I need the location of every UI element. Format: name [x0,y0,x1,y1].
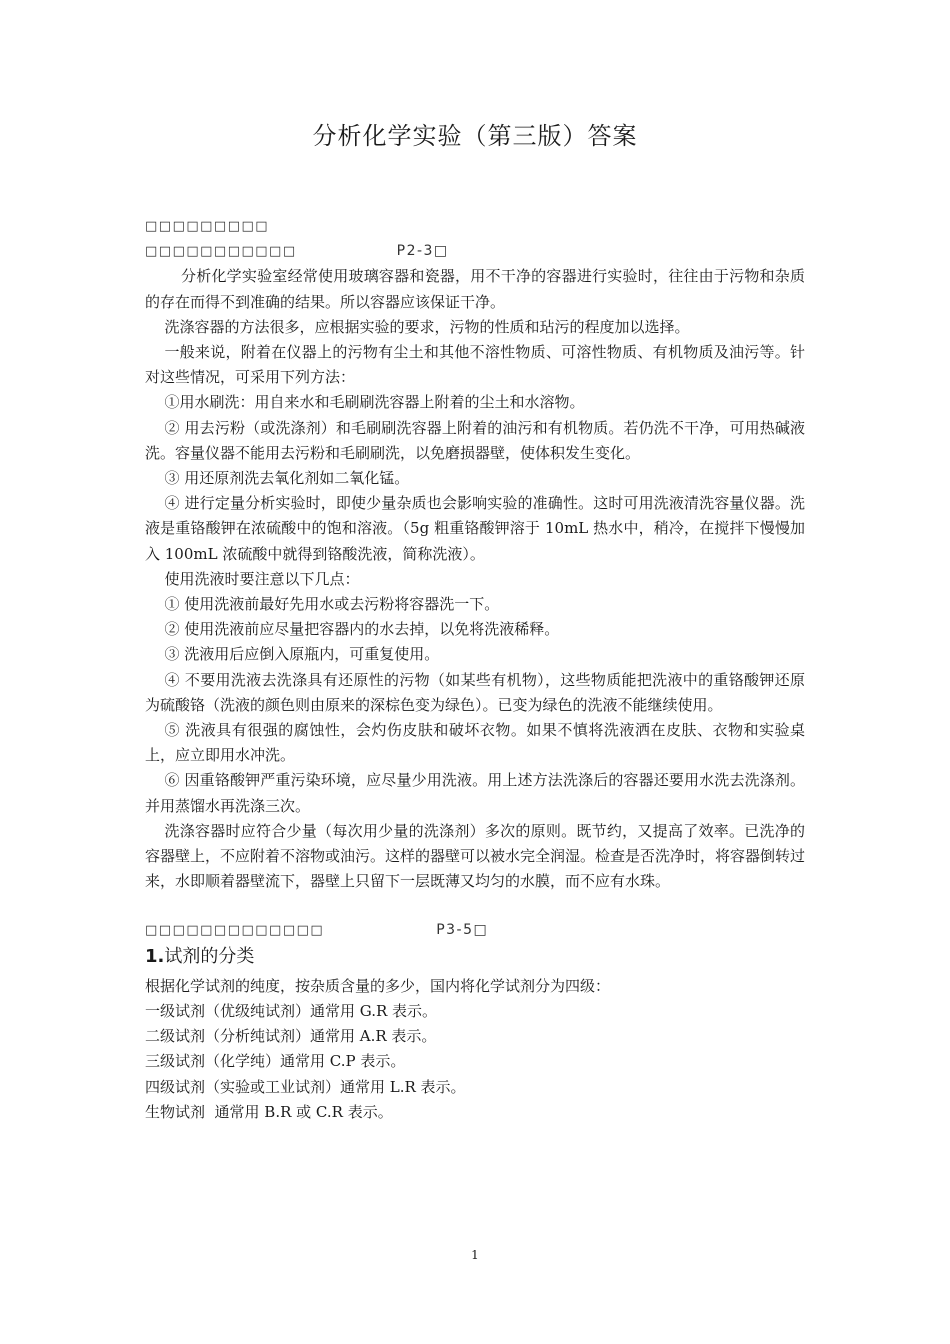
list-item: ④ 进行定量分析实验时，即使少量杂质也会影响实验的准确性。这时可用洗液清洗容量仪器。洗液是重铬酸钾在浓硫酸中的饱和溶液。（5g 粗重铬酸钾溶于 10mL 热水中，稍冷，在搅拌下慢慢加入 100mL 浓硫酸中就得到铬酸洗液，简称洗液）。 [145,494,805,563]
text-line: 二级试剂（分析纯试剂）通常用 A.R 表示。 [145,1027,437,1046]
list-item: ② 用去污粉（或洗涤剂）和毛刷刷洗容器上附着的油污和有机物质。若仍洗不干净，可用热碱液洗。容量仪器不能用去污粉和毛刷刷洗，以免磨损器壁，使体积发生变化。 [145,418,805,462]
list-item: ① 使用洗液前最好先用水或去污粉将容器洗一下。 [164,595,500,614]
text-line: 根据化学试剂的纯度，按杂质含量的多少，国内将化学试剂分为四级： [145,976,611,995]
section-heading [145,944,805,970]
list-item: ⑥ 因重铬酸钾严重污染环境，应尽量少用洗液。用上述方法洗涤后的容器还要用水洗去洗涤剂。并用蒸馏水再洗涤三次。 [145,771,805,815]
list-item: ③ 用还原剂洗去氧化剂如二氧化锰。 [164,469,410,488]
document-body [145,214,805,1125]
document-title: 分析化学实验（第三版）答案 [312,122,638,150]
section1-page-ref: P2-3□ [396,243,449,260]
paragraph: 使用洗液时要注意以下几点： [164,569,360,588]
heading-number: 1. [145,945,165,967]
section1-label-b [145,239,805,264]
text-line: 四级试剂（实验或工业试剂）通常用 L.R 表示。 [145,1077,466,1096]
list-item: ①用水刷洗：用自来水和毛刷刷洗容器上附着的尘土和水溶物。 [164,393,585,412]
paragraph: 洗涤容器时应符合少量（每次用少量的洗涤剂）多次的原则。既节约，又提高了效率。已洗净的容器壁上，不应附着不溶物或油污。这样的器壁可以被水完全润湿。检查是否洗净时，将容器倒转过来，水即顺着器壁流下，器壁上只留下一层既薄又均匀的水膜，而不应有水珠。 [145,821,806,891]
section2-label-text: □□□□□□□□□□□□□ [145,923,325,939]
section2-page-ref: P3-5□ [436,922,489,939]
page-number: 1 [471,1248,479,1262]
section2-label [145,918,805,943]
section1-label-text: □□□□□□□□□□□ [145,244,297,260]
heading-text: 试剂的分类 [164,945,255,967]
paragraph: 分析化学实验室经常使用玻璃容器和瓷器，用不干净的容器进行实验时，往往由于污物和杂质的存在而得不到准确的结果。所以容器应该保证干净。 [145,267,805,311]
list-item: ④ 不要用洗液去洗涤具有还原性的污物（如某些有机物），这些物质能把洗液中的重铬酸钾还原为硫酸铬（洗液的颜色则由原来的深棕色变为绿色）。已变为绿色的洗液不能继续使用。 [145,670,805,714]
list-item: ③ 洗液用后应倒入原瓶内，可重复使用。 [164,645,440,664]
list-item: ⑤ 洗液具有很强的腐蚀性，会灼伤皮肤和破坏衣物。如果不慎将洗液洒在皮肤、衣物和实验桌上，应立即用水冲洗。 [145,721,805,765]
paragraph: 洗涤容器的方法很多，应根据实验的要求，污物的性质和玷污的程度加以选择。 [164,317,690,336]
paragraph: 一般来说，附着在仪器上的污物有尘土和其他不溶性物质、可溶性物质、有机物质及油污等。针对这些情况，可采用下列方法： [145,343,805,387]
text-line: 生物试剂 通常用 B.R 或 C.R 表示。 [145,1102,393,1121]
text-line: 三级试剂（化学纯）通常用 C.P 表示。 [145,1052,406,1071]
text-line: 一级试剂（优级纯试剂）通常用 G.R 表示。 [145,1001,438,1020]
list-item: ② 使用洗液前应尽量把容器内的水去掉，以免将洗液稀释。 [164,620,560,639]
section1-label-a: □□□□□□□□□ [145,219,270,234]
